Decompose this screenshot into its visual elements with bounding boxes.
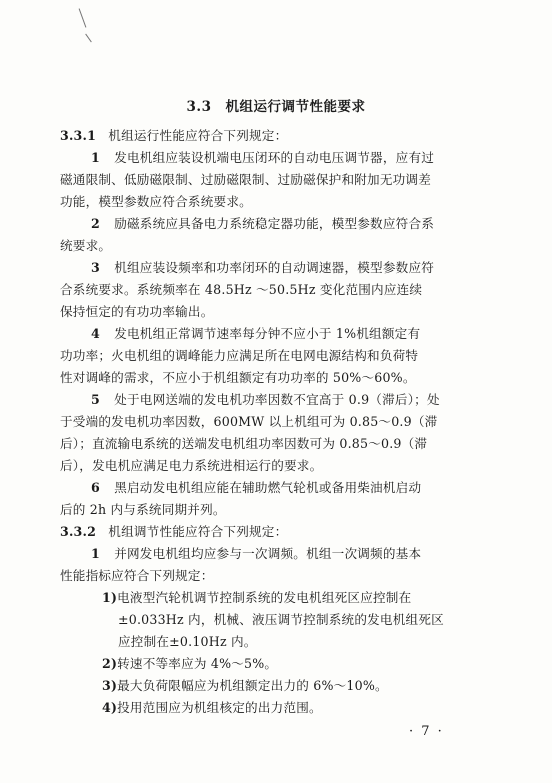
scan-mark [79,8,87,27]
item-text: 发电机组正常调节速率每分钟不应小于 1%机组额定有 [114,326,421,341]
item-5-line-4: 后），发电机应满足电力系统进相运行的要求。 [60,458,323,473]
item-3-3-2-1-line-1 [91,546,421,562]
item-number: 1 [91,150,100,165]
item-6-line-2: 后的 2h 内与系统同期并列。 [60,502,226,517]
subitem-1-line-1 [102,590,411,606]
item-number: 4 [91,326,100,341]
subitem-1-line-2: ±0.033Hz 内，机械、液压调节控制系统的发电机组死区 [118,612,444,627]
subitem-3 [102,678,388,694]
item-text: 处于电网送端的发电机功率因数不宜高于 0.9（滞后）；处 [114,392,440,407]
item-3-line-3: 保持恒定的有功功率输出。 [60,304,214,319]
item-number: 5 [91,392,100,407]
item-number: 1 [91,546,100,561]
item-5-line-3: 后）；直流输电系统的送端发电机组功率因数可为 0.85～0.9（滞 [60,436,428,451]
item-5-line-1 [91,392,440,408]
subitem-text: 最大负荷限幅应为机组额定出力的 6%～10%。 [117,678,388,693]
item-3-line-1 [91,260,434,276]
clause-intro: 机组调节性能应符合下列规定： [108,524,288,539]
subitem-text: 电液型汽轮机调节控制系统的发电机组死区应控制在 [117,590,412,605]
clause-number: 3.3.1 [60,128,97,143]
clause-3-3-2 [60,524,287,540]
section-title-text: 机组运行调节性能要求 [225,99,366,115]
item-4-line-2: 功功率；火电机组的调峰能力应满足所在电网电源结构和负荷特 [60,348,419,363]
subitem-1-line-3: 应控制在±0.10Hz 内。 [118,634,257,649]
item-6-line-1 [91,480,421,496]
item-3-3-2-1-line-2: 性能指标应符合下列规定： [60,568,214,583]
subitem-number: 1) [102,590,118,605]
clause-number: 3.3.2 [60,524,97,539]
item-1-line-1 [91,150,434,166]
subitem-2 [102,656,277,672]
item-1-line-2: 磁通限制、低励磁限制、过励磁限制、过励磁保护和附加无功调差 [60,172,432,187]
item-2-line-2: 统要求。 [60,238,112,253]
section-number: 3.3 [186,99,212,115]
item-text: 机组应装设频率和功率闭环的自动调速器，模型参数应符 [114,260,435,275]
item-number: 6 [91,480,100,495]
subitem-number: 4) [102,700,118,715]
clause-intro: 机组运行性能应符合下列规定： [108,128,288,143]
item-number: 3 [91,260,100,275]
clause-3-3-1 [60,128,287,144]
page-number: · 7 · [409,724,444,739]
subitem-number: 3) [102,678,118,693]
subitem-number: 2) [102,656,118,671]
item-3-line-2: 合系统要求。系统频率在 48.5Hz ～50.5Hz 变化范围内应连续 [60,282,423,297]
section-title [0,95,552,115]
item-number: 2 [91,216,100,231]
item-text: 黑启动发电机组应能在辅助燃气轮机或备用柴油机启动 [114,480,422,495]
subitem-text: 投用范围应为机组核定的出力范围。 [117,700,322,715]
scan-mark [85,34,92,43]
subitem-4 [102,700,322,716]
item-text: 并网发电机组均应参与一次调频。机组一次调频的基本 [114,546,422,561]
item-5-line-2: 于受端的发电机功率因数，600MW 以上机组可为 0.85～0.9（滞 [60,414,438,429]
item-text: 发电机组应装设机端电压闭环的自动电压调节器，应有过 [114,150,435,165]
subitem-text: 转速不等率应为 4%～5%。 [117,656,278,671]
item-text: 励磁系统应具备电力系统稳定器功能，模型参数应符合系 [114,216,435,231]
item-4-line-3: 性对调峰的需求，不应小于机组额定有功功率的 50%～60%。 [60,370,416,385]
item-4-line-1 [91,326,420,342]
item-1-line-3: 功能，模型参数应符合系统要求。 [60,194,252,209]
item-2-line-1 [91,216,434,232]
